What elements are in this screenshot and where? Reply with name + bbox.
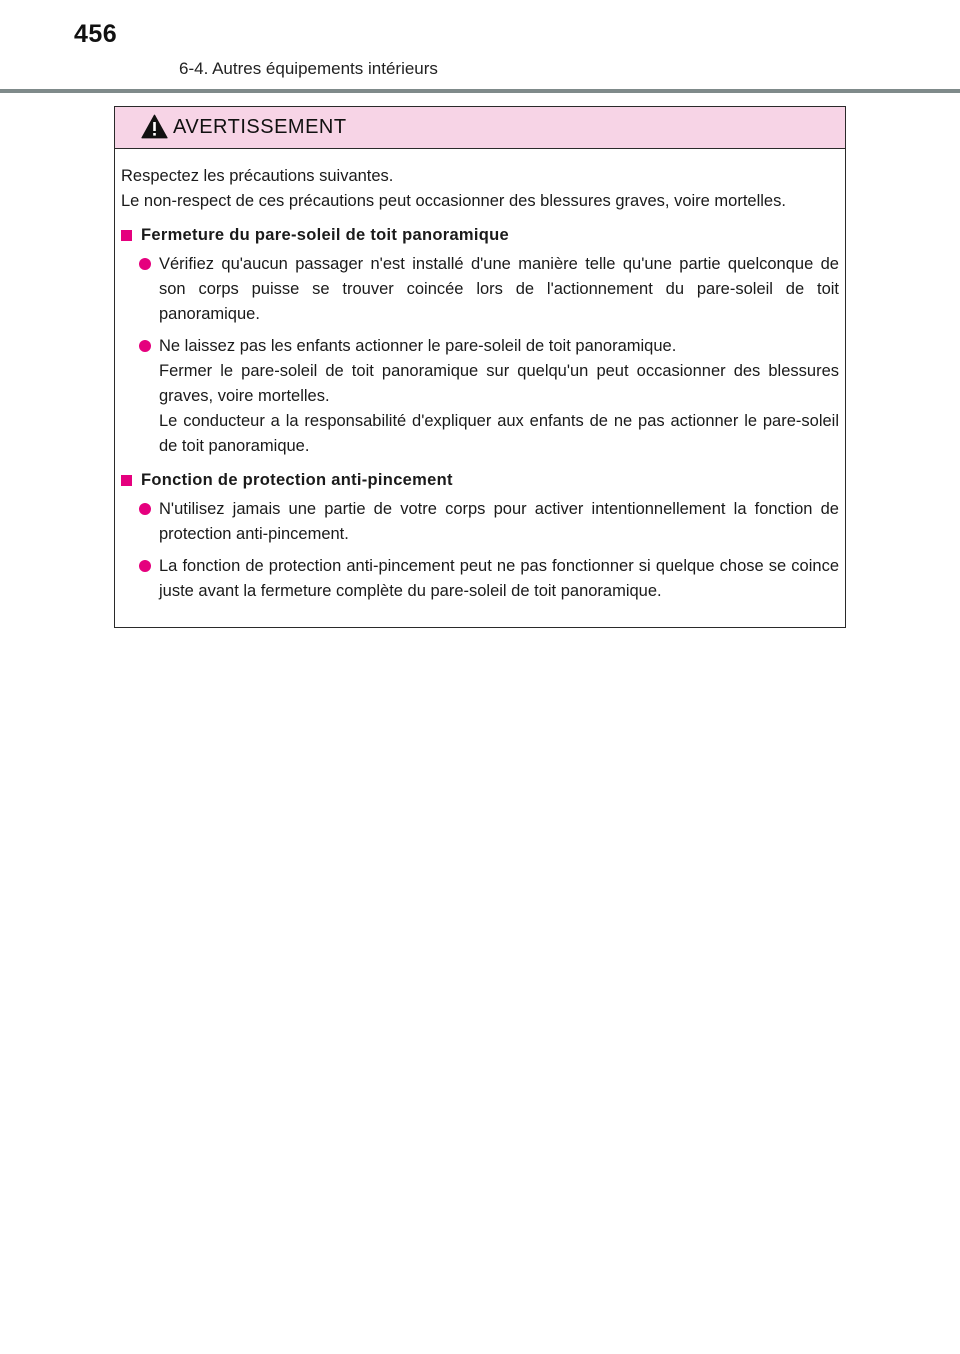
warning-header [115, 107, 845, 149]
round-bullet-icon [139, 340, 151, 352]
warning-intro-line: Le non-respect de ces précautions peut occasionner des blessures graves, voire mortelles. [121, 192, 786, 210]
page-header [0, 0, 960, 92]
bullet-paragraph: Ne laissez pas les enfants actionner le pare-soleil de toit panoramique. [159, 337, 677, 355]
warning-intro-line: Respectez les précautions suivantes. [121, 167, 394, 185]
square-bullet-icon [121, 230, 132, 241]
section-heading [121, 468, 839, 493]
bullet-paragraph: Le conducteur a la responsabilité d'expliquer aux enfants de ne pas actionner le pare-soleil de toit panoramique. [159, 412, 839, 455]
bullet-paragraph: Fermer le pare-soleil de toit panoramique sur quelqu'un peut occasionner des blessures graves, voire mortelles. [159, 362, 839, 405]
bullet-item [159, 334, 839, 459]
bullet-item [159, 554, 839, 604]
bullet-item [159, 497, 839, 547]
header-divider [0, 89, 960, 93]
square-bullet-icon [121, 475, 132, 486]
round-bullet-icon [139, 258, 151, 270]
bullet-item [159, 252, 839, 327]
page-number: 456 [74, 20, 118, 48]
round-bullet-icon [139, 560, 151, 572]
bullet-paragraph: Vérifiez qu'aucun passager n'est installé d'une manière telle qu'une partie quelconque de son corps puisse se trouver coincée lors de l'actionnement du pare-soleil de toit panoramique. [159, 255, 839, 323]
warning-body [121, 164, 839, 604]
section-title: 6-4. Autres équipements intérieurs [179, 59, 438, 78]
bullet-paragraph: N'utilisez jamais une partie de votre corps pour activer intentionnellement la fonction de protection anti-pincement. [159, 500, 839, 543]
section-heading [121, 223, 839, 248]
section-heading-text: Fonction de protection anti-pincement [141, 471, 453, 489]
bullet-paragraph: La fonction de protection anti-pincement peut ne pas fonctionner si quelque chose se coince juste avant la fermeture complète du pare-soleil de toit panoramique. [159, 557, 839, 600]
warning-title: AVERTISSEMENT [173, 116, 347, 138]
warning-triangle-icon [141, 114, 168, 139]
round-bullet-icon [139, 503, 151, 515]
warning-section [121, 223, 839, 459]
warning-box [114, 106, 846, 628]
section-heading-text: Fermeture du pare-soleil de toit panoramique [141, 226, 510, 244]
warning-section [121, 468, 839, 604]
